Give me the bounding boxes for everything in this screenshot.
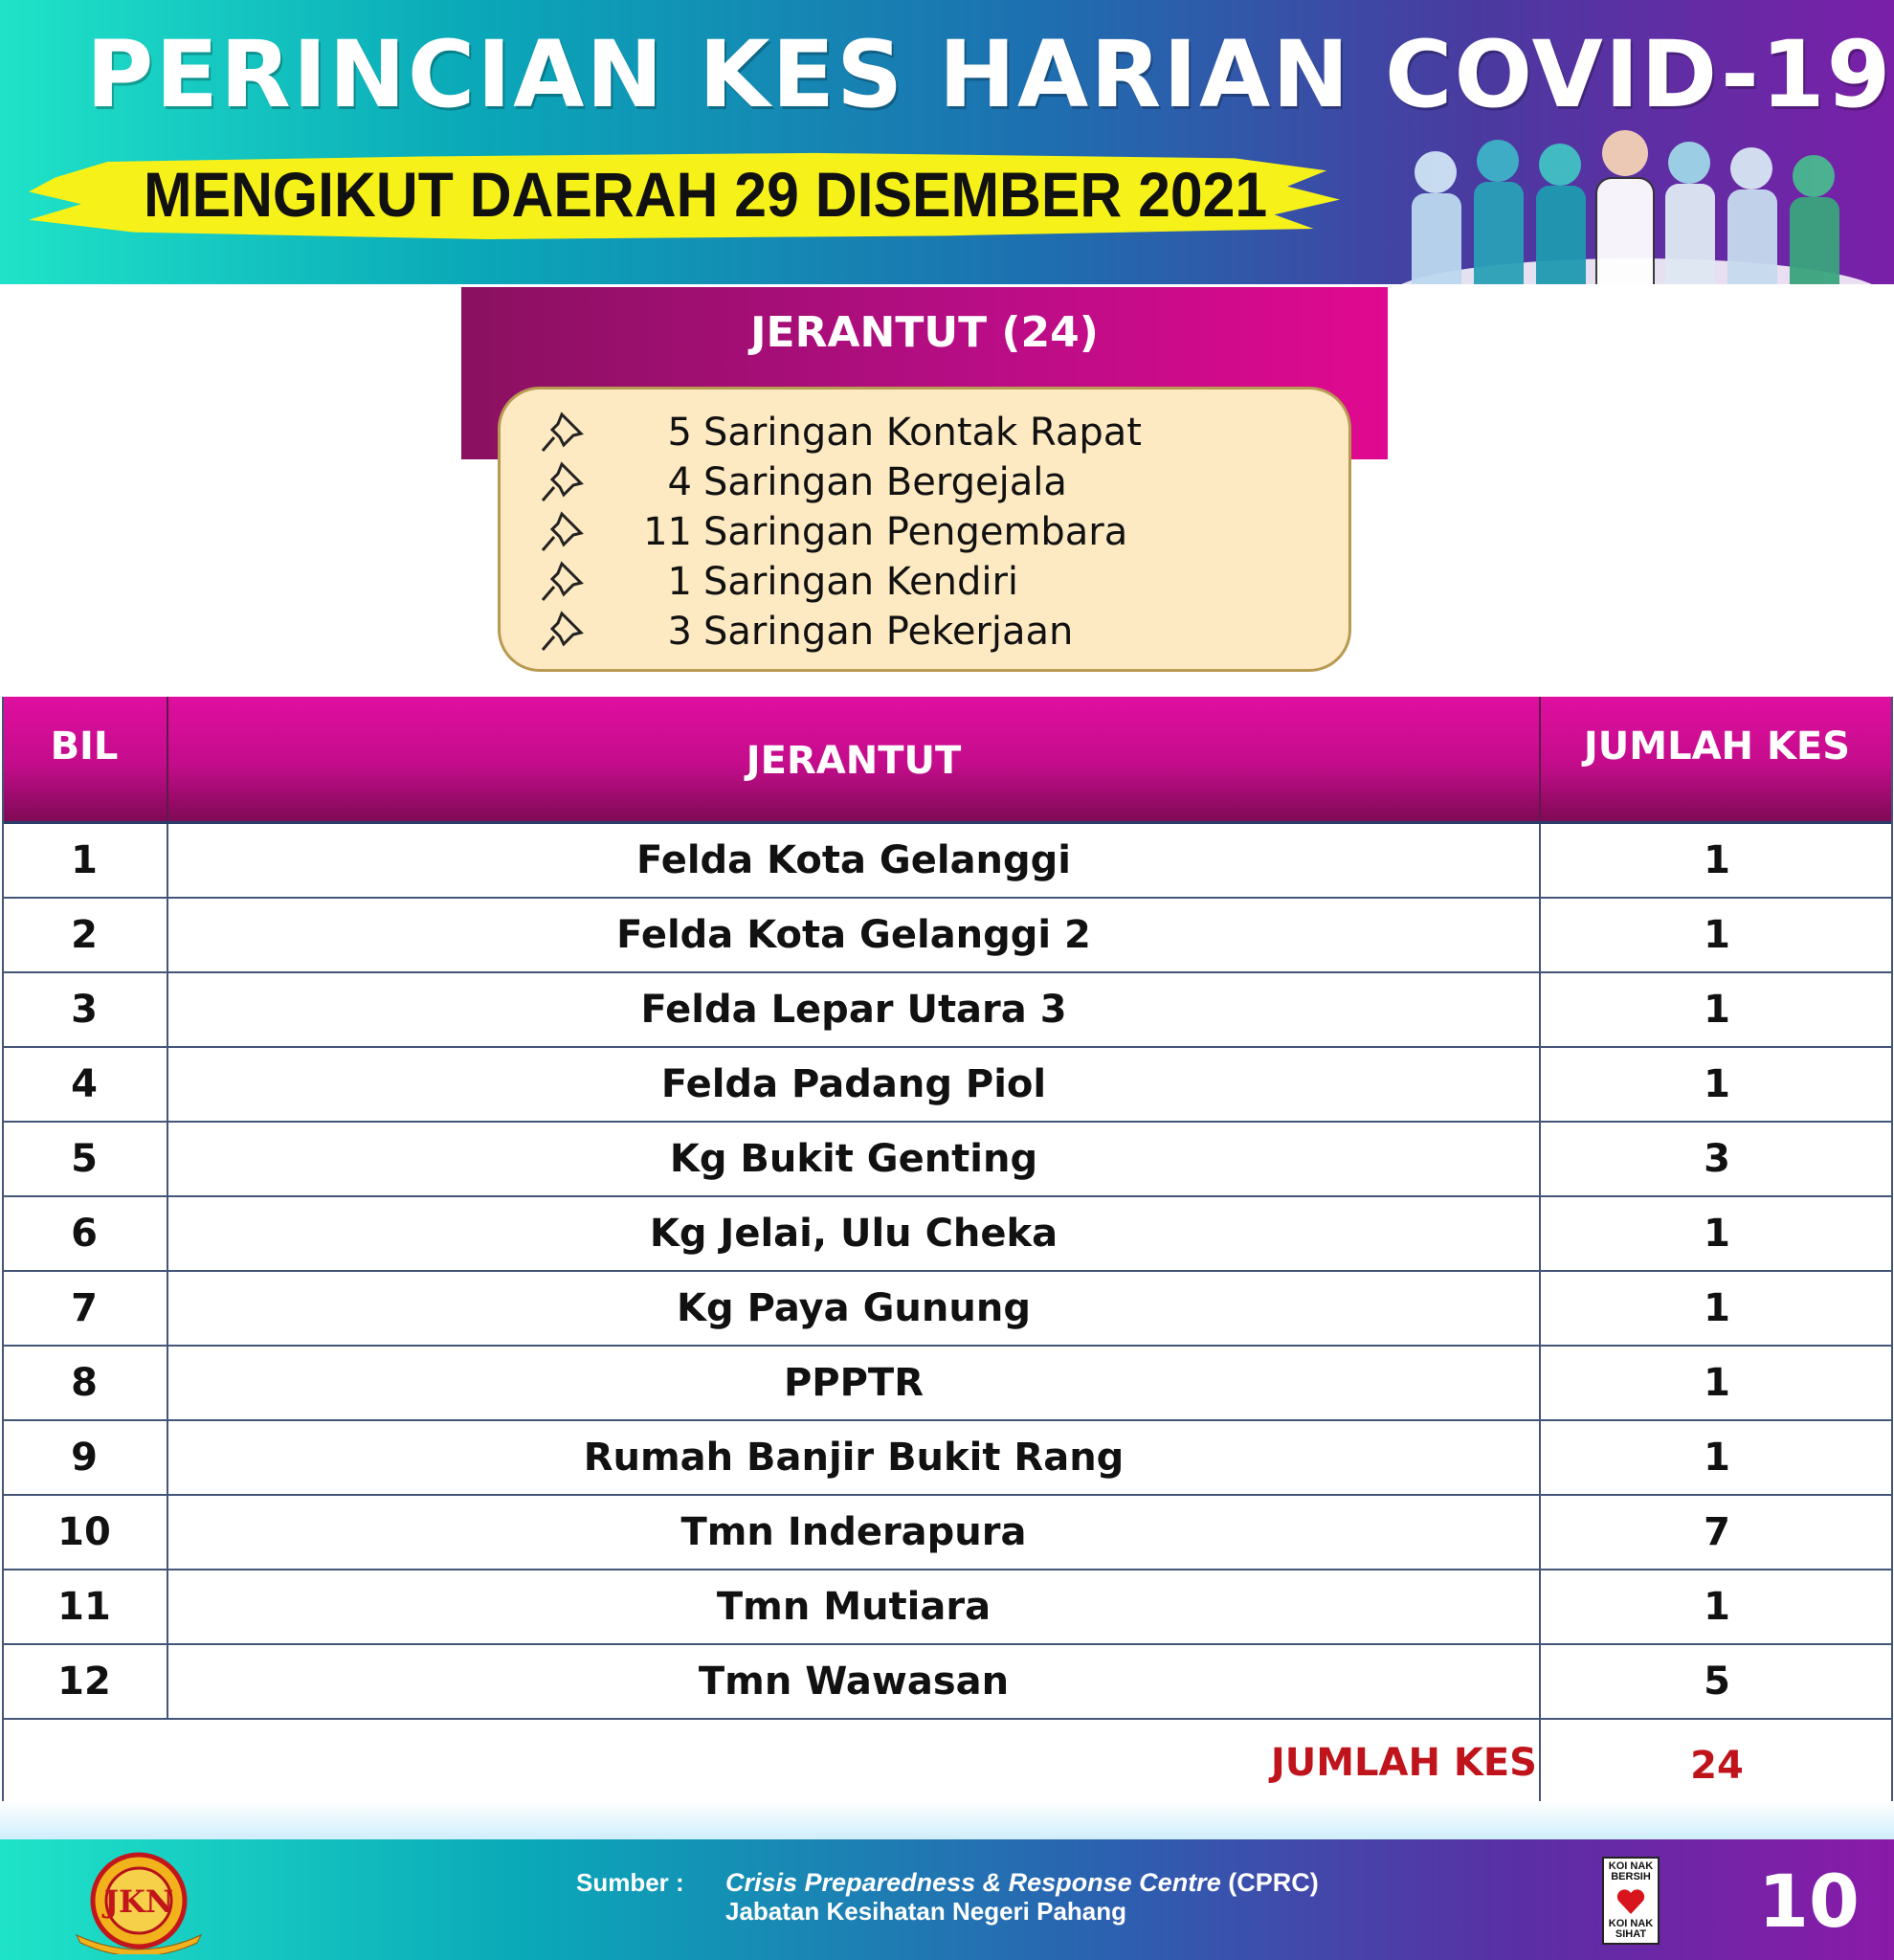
footer-bar [0, 1839, 1894, 1960]
table-row [2, 1123, 1893, 1197]
header-banner [0, 0, 1894, 284]
pushpin-icon [539, 558, 587, 604]
row-area: Kg Bukit Genting [168, 1123, 1541, 1195]
source-line1 [725, 1868, 1319, 1898]
pushpin-icon [539, 458, 587, 504]
summary-item [501, 556, 1343, 606]
source-org: Crisis Preparedness & Response Centre [725, 1868, 1221, 1897]
row-area: Kg Jelai, Ulu Cheka [168, 1197, 1541, 1270]
summary-item [501, 606, 1343, 656]
header-bil: BIL [2, 697, 168, 821]
summary-label: Saringan Kendiri [703, 560, 1019, 604]
row-bil: 11 [2, 1570, 168, 1643]
table-row [2, 824, 1893, 899]
header-area: JERANTUT [168, 697, 1541, 821]
header-count: JUMLAH KES [1583, 724, 1851, 768]
footer-fade-band [0, 1801, 1894, 1839]
koi-bottom-text: KOI NAK SIHAT [1608, 1918, 1654, 1940]
table-header [2, 697, 1893, 821]
row-area: Felda Lepar Utara 3 [168, 973, 1541, 1046]
table-row [2, 1645, 1893, 1720]
page-title: PERINCIAN KES HARIAN COVID-19 [86, 21, 1893, 128]
summary-count: 11 [643, 510, 692, 554]
total-label: JUMLAH KES [168, 1720, 1541, 1806]
summary-label: Saringan Kontak Rapat [703, 411, 1142, 455]
table-body [2, 821, 1893, 1808]
district-title: JERANTUT (24) [750, 308, 1099, 357]
table-row [2, 973, 1893, 1048]
row-count: 1 [1704, 1585, 1730, 1629]
summary-label: Saringan Bergejala [703, 460, 1067, 504]
jkn-logo-text: JKN [103, 1883, 174, 1920]
pushpin-icon [539, 508, 587, 554]
row-bil: 12 [2, 1645, 168, 1718]
table-row [2, 1048, 1893, 1123]
total-value: 24 [1690, 1744, 1744, 1788]
row-bil: 7 [2, 1272, 168, 1345]
source-label: Sumber : [576, 1868, 684, 1897]
row-count: 1 [1704, 1361, 1730, 1405]
summary-count: 4 [667, 460, 692, 504]
row-bil: 8 [2, 1347, 168, 1419]
table-row [2, 1496, 1893, 1570]
pushpin-icon [539, 409, 587, 455]
row-bil: 3 [2, 973, 168, 1046]
row-count: 1 [1704, 913, 1730, 957]
row-count: 1 [1704, 838, 1730, 882]
row-count: 1 [1704, 1212, 1730, 1256]
pushpin-icon [539, 608, 587, 654]
summary-label: Saringan Pekerjaan [703, 610, 1074, 654]
page-number: 10 [1758, 1859, 1860, 1944]
row-count: 1 [1704, 1062, 1730, 1106]
table-row [2, 899, 1893, 973]
summary-item [501, 407, 1343, 457]
koi-top-text: KOI NAK BERSIH [1608, 1860, 1654, 1882]
row-bil: 6 [2, 1197, 168, 1270]
screening-summary-box [498, 387, 1351, 672]
row-area: Rumah Banjir Bukit Rang [168, 1421, 1541, 1494]
source-abbr: (CPRC) [1228, 1868, 1319, 1897]
row-bil: 4 [2, 1048, 168, 1121]
page-subtitle: MENGIKUT DAERAH 29 DISEMBER 2021 [144, 159, 1268, 230]
row-area: Tmn Mutiara [168, 1570, 1541, 1643]
source-line2: Jabatan Kesihatan Negeri Pahang [725, 1897, 1127, 1926]
row-area: Tmn Inderapura [168, 1496, 1541, 1569]
summary-count: 5 [667, 411, 692, 455]
table-row [2, 1421, 1893, 1496]
table-row [2, 1347, 1893, 1421]
row-count: 7 [1704, 1510, 1730, 1554]
summary-count: 3 [667, 610, 692, 654]
row-bil: 1 [2, 824, 168, 897]
row-count: 1 [1704, 1436, 1730, 1480]
table-row [2, 1570, 1893, 1645]
row-bil: 5 [2, 1123, 168, 1195]
koi-nak-sihat-badge [1602, 1857, 1660, 1945]
healthcare-workers-illustration [1378, 115, 1894, 284]
summary-item [501, 506, 1343, 556]
row-area: Kg Paya Gunung [168, 1272, 1541, 1345]
row-area: Felda Kota Gelanggi 2 [168, 899, 1541, 971]
row-count: 3 [1704, 1137, 1730, 1181]
table-row [2, 1272, 1893, 1347]
row-count: 1 [1704, 988, 1730, 1032]
summary-count: 1 [667, 560, 692, 604]
row-bil: 9 [2, 1421, 168, 1494]
row-count: 5 [1704, 1659, 1730, 1704]
row-area: Felda Padang Piol [168, 1048, 1541, 1121]
jkn-logo [57, 1847, 220, 1954]
row-count: 1 [1704, 1286, 1730, 1330]
row-area: PPPTR [168, 1347, 1541, 1419]
summary-label: Saringan Pengembara [703, 510, 1128, 554]
summary-item [501, 457, 1343, 506]
table-row [2, 1197, 1893, 1272]
row-area: Felda Kota Gelanggi [168, 824, 1541, 897]
row-bil: 2 [2, 899, 168, 971]
total-row [2, 1720, 1893, 1808]
heart-icon [1615, 1887, 1646, 1916]
row-area: Tmn Wawasan [168, 1645, 1541, 1718]
row-bil: 10 [2, 1496, 168, 1569]
